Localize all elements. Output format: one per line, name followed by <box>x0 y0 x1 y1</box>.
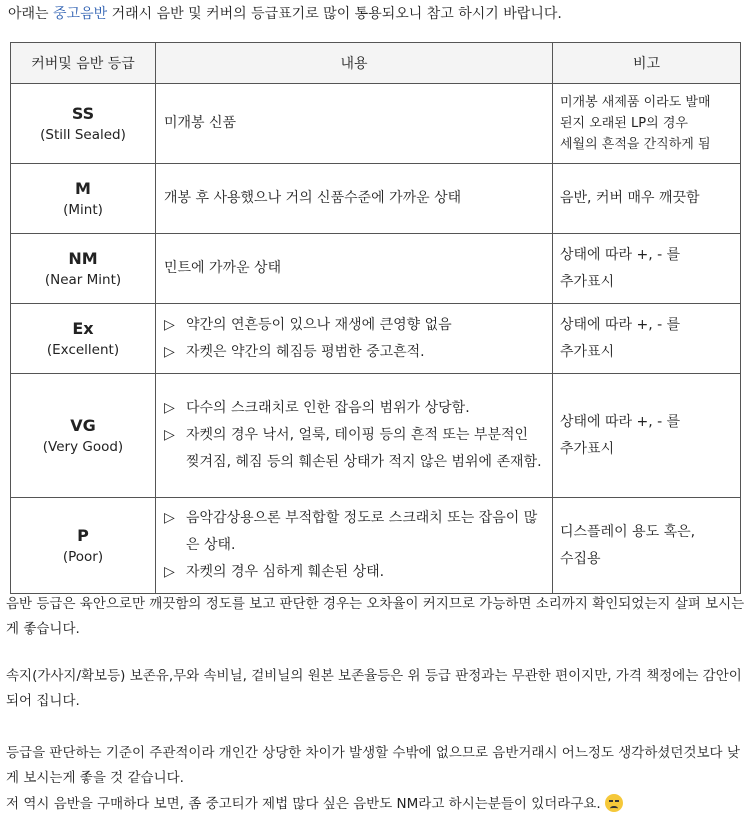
table-row <box>11 304 741 374</box>
grade-english: (Near Mint) <box>44 271 122 288</box>
grade-english: (Excellent) <box>46 341 120 358</box>
bullet-marker-icon: ▷ <box>164 316 175 333</box>
grade-code: P <box>77 525 89 545</box>
bullet-item <box>164 559 544 586</box>
paragraph-accuracy: 음반 등급은 육안으로만 깨끗함의 정도를 보고 판단한 경우는 오차율이 커지므로 가능하면 소리까지 확인되었는지 살펴 보시는게 좋습니다. <box>6 596 745 637</box>
note-line: 미개봉 새제품 이라도 발매 <box>560 95 711 110</box>
note-line: 음반, 커버 매우 깨끗함 <box>560 190 700 206</box>
bullet-text: 약간의 연흔등이 있으나 재생에 큰영향 없음 <box>186 316 452 333</box>
intro-prefix: 아래는 <box>8 6 54 22</box>
grade-cell <box>11 374 156 498</box>
header-grade: 커버및 음반 등급 <box>11 43 156 84</box>
table-header-row <box>11 43 741 84</box>
bullet-text: 다수의 스크래치로 인한 잡음의 범위가 상당함. <box>186 400 470 416</box>
header-content: 내용 <box>156 43 553 84</box>
paragraph-personal-text: 저 역시 음반을 구매하다 보면, 좀 중고티가 제법 많다 싶은 음반도 NM라고 하시는분들이 있더라구요. <box>6 796 601 812</box>
paragraph-personal <box>6 792 746 817</box>
description-cell <box>156 304 553 374</box>
description-line: 개봉 후 사용했으나 거의 신품수준에 가까운 상태 <box>164 190 462 206</box>
note-cell <box>553 234 741 304</box>
description-line: 미개봉 신품 <box>164 115 237 131</box>
note-line: 상태에 따라 +, - 를 <box>560 246 681 263</box>
note-line: 상태에 따라 +, - 를 <box>560 316 681 333</box>
bullet-text: 자켓의 경우 낙서, 얼룩, 테이핑 등의 흔적 또는 부분적인 찢겨짐, 헤짐 등의 훼손된 상태가 적지 않은 범위에 존재함. <box>186 427 542 470</box>
description-cell <box>156 234 553 304</box>
description-cell <box>156 164 553 234</box>
table-row <box>11 498 741 594</box>
note-line: 디스플레이 용도 혹은, <box>560 523 696 540</box>
note-line: 수집용 <box>560 550 601 567</box>
note-cell <box>553 164 741 234</box>
bullet-marker-icon: ▷ <box>164 510 175 526</box>
bullet-marker-icon: ▷ <box>164 427 175 443</box>
grade-cell <box>11 234 156 304</box>
bullet-text: 자켓은 약간의 헤짐등 평범한 중고흔적. <box>186 343 425 360</box>
grade-code: NM <box>68 248 98 268</box>
table-row <box>11 164 741 234</box>
grade-english: (Still Sealed) <box>40 126 126 143</box>
bullet-item <box>164 422 544 476</box>
bullet-marker-icon: ▷ <box>164 400 175 416</box>
description-line: 민트에 가까운 상태 <box>164 260 282 276</box>
intro-highlight: 중고음반 <box>53 6 108 22</box>
note-line: 된지 오래된 LP의 경우 <box>560 116 688 131</box>
bullet-marker-icon: ▷ <box>164 564 175 580</box>
grade-cell <box>11 498 156 594</box>
paragraph-subjective: 등급을 판단하는 기준이 주관적이라 개인간 상당한 차이가 발생할 수밖에 없으므로 음반거래시 어느정도 생각하셨던것보다 낮게 보시는게 좋을 것 같습니다. <box>6 745 740 786</box>
bullet-item <box>164 312 544 339</box>
paragraph-inserts: 속지(가사지/확보등) 보존유,무와 속비닐, 겉비닐의 원본 보존율등은 위 등급 판정과는 무관한 편이지만, 가격 책정에는 감안이 되어 집니다. <box>6 668 742 709</box>
bullet-marker-icon: ▷ <box>164 343 175 360</box>
note-cell <box>553 374 741 498</box>
bullet-item <box>164 395 544 422</box>
grade-cell <box>11 304 156 374</box>
note-line: 상태에 따라 +, - 를 <box>560 413 681 430</box>
intro-text <box>8 4 562 24</box>
bullet-text: 음악감상용으론 부적합할 정도로 스크래치 또는 잡음이 많은 상태. <box>186 510 538 553</box>
grade-english: (Mint) <box>63 201 103 218</box>
note-line: 추가표시 <box>560 343 615 360</box>
table-row <box>11 234 741 304</box>
note-cell <box>553 498 741 594</box>
description-cell <box>156 84 553 164</box>
grade-english: (Very Good) <box>42 438 124 455</box>
description-cell <box>156 374 553 498</box>
bullet-text: 자켓의 경우 심하게 훼손된 상태. <box>186 564 385 580</box>
grade-code: Ex <box>72 318 94 338</box>
note-line: 추가표시 <box>560 273 615 290</box>
note-cell <box>553 84 741 164</box>
note-cell <box>553 304 741 374</box>
table-row <box>11 374 741 498</box>
table-row <box>11 84 741 164</box>
note-line: 추가표시 <box>560 440 615 457</box>
grade-cell <box>11 164 156 234</box>
grade-code: VG <box>70 415 96 435</box>
grade-code: SS <box>71 103 95 123</box>
bullet-item <box>164 339 544 366</box>
header-note: 비고 <box>553 43 741 84</box>
description-cell <box>156 498 553 594</box>
grade-table <box>10 42 741 594</box>
bullet-item <box>164 505 544 559</box>
note-line: 세월의 흔적을 간직하게 됨 <box>560 137 711 152</box>
grade-english: (Poor) <box>62 548 104 565</box>
sad-face-icon <box>605 794 623 812</box>
grade-code: M <box>75 178 91 198</box>
intro-suffix: 거래시 음반 및 커버의 등급표기로 많이 통용되오니 참고 하시기 바랍니다. <box>107 6 562 22</box>
grade-cell <box>11 84 156 164</box>
